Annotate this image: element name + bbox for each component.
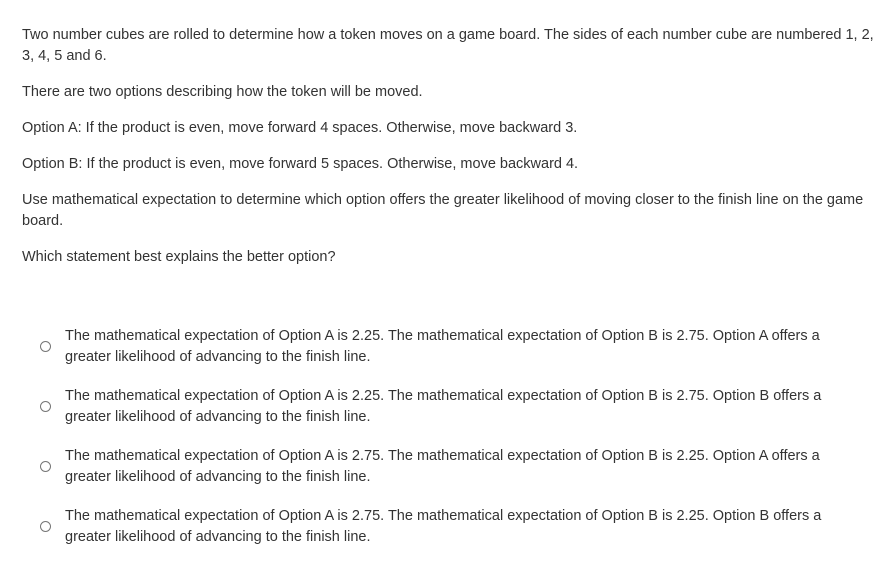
answer-choice-4-label[interactable]: The mathematical expectation of Option A is 2.75. The mathematical expectation of Option B is 2.25. Option B offers a greater likelihood of advancing to the finish line. (65, 508, 822, 545)
question-prompt: Which statement best explains the better option? (22, 249, 336, 265)
question-stem (22, 25, 878, 283)
answer-choice-3-radio[interactable] (40, 461, 51, 472)
answer-choice-2-label[interactable]: The mathematical expectation of Option A is 2.25. The mathematical expectation of Option B is 2.75. Option B offers a greater likelihood of advancing to the finish line. (65, 388, 822, 425)
answer-choice-2[interactable] (0, 386, 890, 446)
answer-choice-3-label[interactable]: The mathematical expectation of Option A is 2.75. The mathematical expectation of Option B is 2.25. Option A offers a greater likelihood of advancing to the finish line. (65, 448, 820, 485)
answer-choice-4[interactable] (0, 506, 890, 566)
answer-choice-1[interactable] (0, 326, 890, 386)
question-option-a-rule: Option A: If the product is even, move forward 4 spaces. Otherwise, move backward 3. (22, 120, 578, 136)
answer-choices (0, 326, 890, 566)
answer-choice-2-radio[interactable] (40, 401, 51, 412)
answer-choice-3[interactable] (0, 446, 890, 506)
answer-choice-1-label[interactable]: The mathematical expectation of Option A is 2.25. The mathematical expectation of Option B is 2.75. Option A offers a greater likelihood of advancing to the finish line. (65, 328, 820, 365)
answer-choice-1-radio[interactable] (40, 341, 51, 352)
question-instruction: Use mathematical expectation to determine which option offers the greater likelihood of moving closer to the finish line on the game board. (22, 192, 864, 229)
question-intro: Two number cubes are rolled to determine how a token moves on a game board. The sides of each number cube are numbered 1, 2, 3, 4, 5 and 6. (22, 27, 874, 64)
question-option-b-rule: Option B: If the product is even, move forward 5 spaces. Otherwise, move backward 4. (22, 156, 579, 172)
answer-choice-4-radio[interactable] (40, 521, 51, 532)
question-options-intro: There are two options describing how the token will be moved. (22, 84, 423, 100)
